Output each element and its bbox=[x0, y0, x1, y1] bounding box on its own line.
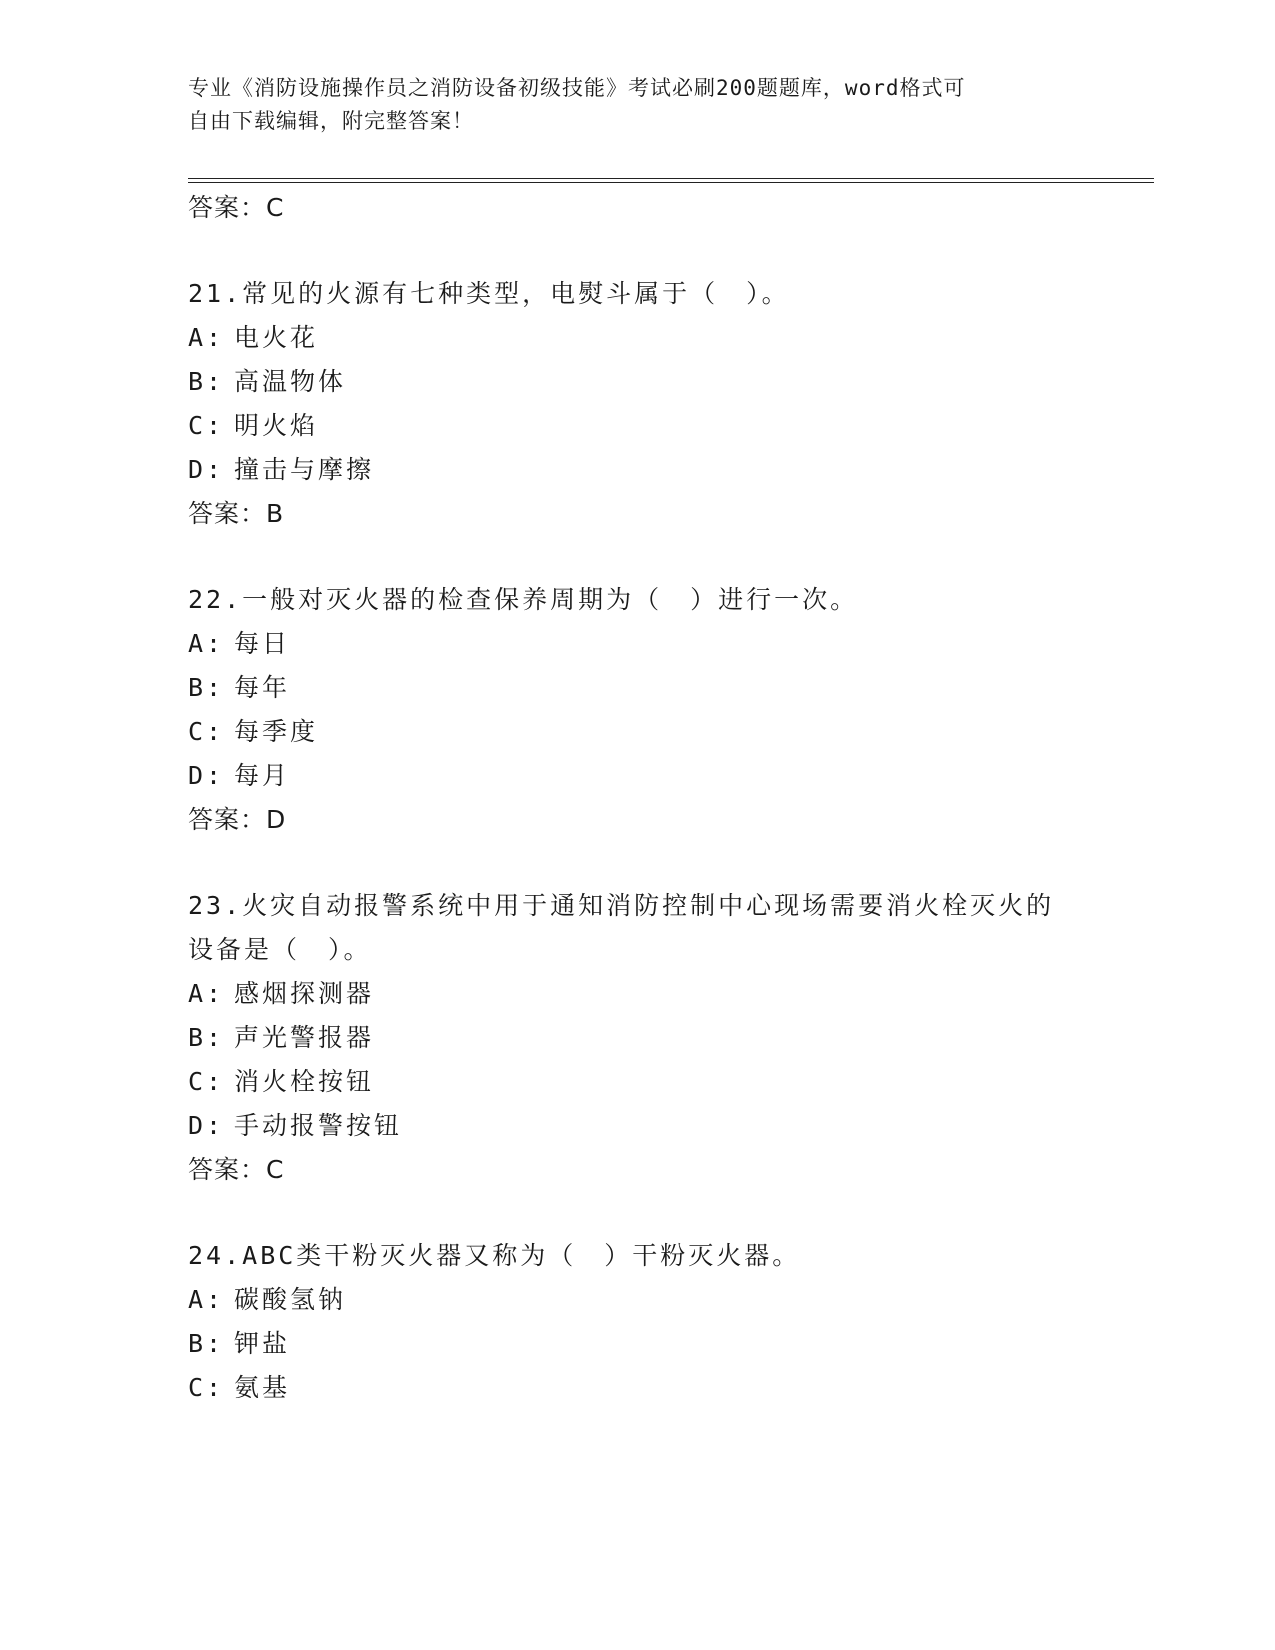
option-letter: B: bbox=[188, 1329, 225, 1358]
answer-line: 答案：C bbox=[188, 1155, 285, 1184]
option-letter: B: bbox=[188, 1023, 225, 1052]
option-c bbox=[188, 712, 318, 748]
option-text: 消火栓按钮 bbox=[234, 1067, 375, 1096]
answer-line: 答案：D bbox=[188, 805, 287, 834]
option-letter: A: bbox=[188, 1285, 225, 1314]
header-rule-top bbox=[188, 178, 1154, 179]
question-stem: 24.ABC类干粉灭火器又称为（ ）干粉灭火器。 bbox=[188, 1241, 801, 1270]
option-text: 每季度 bbox=[234, 717, 319, 746]
question-stem: 22.一般对灭火器的检查保养周期为（ ）进行一次。 bbox=[188, 585, 859, 614]
option-text: 手动报警按钮 bbox=[234, 1111, 403, 1140]
option-text: 碳酸氢钠 bbox=[234, 1285, 347, 1314]
question-stem: 23.火灾自动报警系统中用于通知消防控制中心现场需要消火栓灭火的 bbox=[188, 891, 1055, 920]
option-c bbox=[188, 1062, 374, 1098]
option-a bbox=[188, 974, 374, 1010]
question-stem: 21.常见的火源有七种类型，电熨斗属于（ ）。 bbox=[188, 279, 790, 308]
question-stem-continued: 设备是（ ）。 bbox=[188, 935, 372, 964]
option-c bbox=[188, 406, 318, 442]
option-a bbox=[188, 624, 290, 660]
option-b bbox=[188, 362, 346, 398]
option-letter: D: bbox=[188, 455, 225, 484]
option-letter: A: bbox=[188, 323, 225, 352]
option-text: 钾盐 bbox=[234, 1329, 291, 1358]
option-letter: D: bbox=[188, 1111, 225, 1140]
option-letter: C: bbox=[188, 1067, 225, 1096]
option-text: 感烟探测器 bbox=[234, 979, 375, 1008]
option-a bbox=[188, 318, 318, 354]
option-text: 氨基 bbox=[234, 1373, 291, 1402]
option-letter: C: bbox=[188, 717, 225, 746]
option-b bbox=[188, 1018, 374, 1054]
header-line-2: 自由下载编辑，附完整答案！ bbox=[188, 109, 474, 133]
option-c bbox=[188, 1368, 290, 1404]
option-text: 高温物体 bbox=[234, 367, 347, 396]
option-letter: B: bbox=[188, 673, 225, 702]
answer-line: 答案：B bbox=[188, 499, 285, 528]
previous-answer: 答案：C bbox=[188, 193, 285, 222]
option-a bbox=[188, 1280, 346, 1316]
option-b bbox=[188, 1324, 290, 1360]
option-text: 声光警报器 bbox=[234, 1023, 375, 1052]
option-text: 明火焰 bbox=[234, 411, 319, 440]
option-letter: C: bbox=[188, 1373, 225, 1402]
option-d bbox=[188, 1106, 402, 1142]
document-header bbox=[188, 72, 1088, 138]
header-rule-bottom bbox=[188, 182, 1154, 183]
option-d bbox=[188, 756, 290, 792]
option-text: 每日 bbox=[234, 629, 291, 658]
option-text: 每月 bbox=[234, 761, 291, 790]
option-letter: A: bbox=[188, 979, 225, 1008]
header-line-1: 专业《消防设施操作员之消防设备初级技能》考试必刷200题题库，word格式可 bbox=[188, 76, 966, 100]
option-letter: A: bbox=[188, 629, 225, 658]
option-b bbox=[188, 668, 290, 704]
option-letter: B: bbox=[188, 367, 225, 396]
option-d bbox=[188, 450, 374, 486]
option-text: 电火花 bbox=[234, 323, 319, 352]
option-text: 每年 bbox=[234, 673, 291, 702]
option-text: 撞击与摩擦 bbox=[234, 455, 375, 484]
option-letter: C: bbox=[188, 411, 225, 440]
option-letter: D: bbox=[188, 761, 225, 790]
